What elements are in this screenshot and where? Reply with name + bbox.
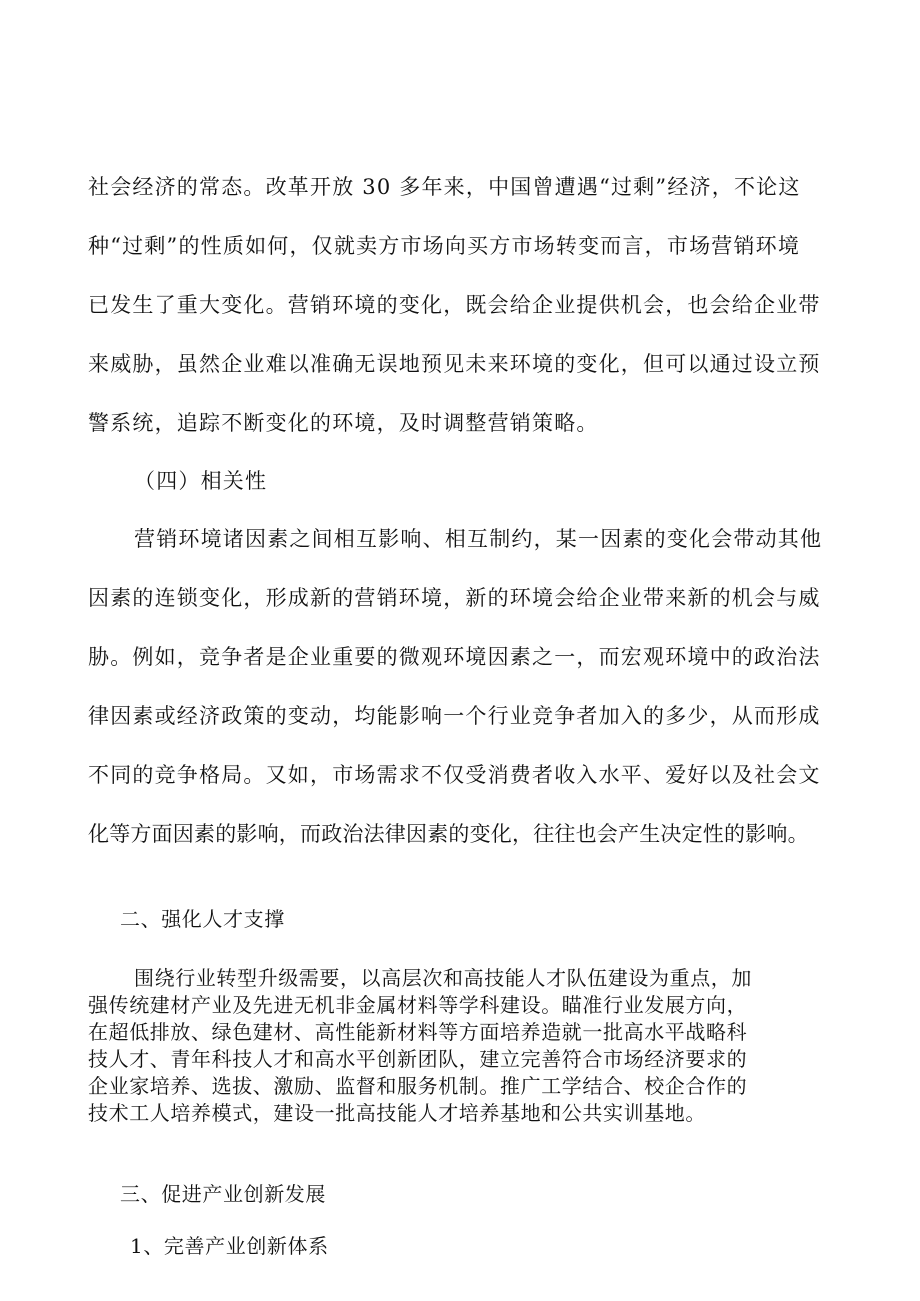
paragraph-line: 强传统建材产业及先进无机非金属材料等学科建设。瞄准行业发展方向，: [88, 993, 748, 1017]
paragraph-line: 技术工人培养模式，建设一批高技能人才培养基地和公共实训基地。: [88, 1101, 706, 1125]
paragraph-line: 化等方面因素的影响，而政治法律因素的变化，往往也会产生决定性的影响。: [88, 822, 809, 846]
paragraph-line: 在超低排放、绿色建材、高性能新材料等方面培养造就一批高水平战略科: [88, 1020, 748, 1044]
paragraph-line: 企业家培养、选拔、激励、监督和服务机制。推广工学结合、校企合作的: [88, 1074, 748, 1098]
paragraph-line: 胁。例如，竞争者是企业重要的微观环境因素之一，而宏观环境中的政治法: [88, 645, 821, 669]
paragraph-line: 营销环境诸因素之间相互影响、相互制约，某一因素的变化会带动其他: [134, 527, 823, 551]
subsection-heading: 1、完善产业创新体系: [130, 1234, 329, 1258]
paragraph-line: 不同的竞争格局。又如，市场需求不仅受消费者收入水平、爱好以及社会文: [88, 763, 821, 787]
section-heading: （四）相关性: [134, 469, 268, 493]
paragraph-line: 种“过剩”的性质如何，仅就卖方市场向买方市场转变而言，市场营销环境: [88, 234, 801, 258]
section-heading: 三、促进产业创新发展: [120, 1182, 326, 1206]
paragraph-line: 因素的连锁变化，形成新的营销环境，新的环境会给企业带来新的机会与威: [88, 586, 821, 610]
paragraph-line: 警系统，追踪不断变化的环境，及时调整营销策略。: [88, 411, 599, 435]
paragraph-line: 围绕行业转型升级需要，以高层次和高技能人才队伍建设为重点，加: [134, 966, 752, 990]
paragraph-line: 技人才、青年科技人才和高水平创新团队，建立完善符合市场经济要求的: [88, 1047, 748, 1071]
paragraph-line: 社会经济的常态。改革开放 30 多年来，中国曾遭遇“过剩”经济，不论这: [88, 175, 801, 199]
paragraph-line: 律因素或经济政策的变动，均能影响一个行业竞争者加入的多少，从而形成: [88, 704, 821, 728]
section-heading: 二、强化人才支撑: [120, 907, 285, 931]
paragraph-line: 来威胁，虽然企业难以准确无误地预见未来环境的变化，但可以通过设立预: [88, 352, 821, 376]
paragraph-line: 已发生了重大变化。营销环境的变化，既会给企业提供机会，也会给企业带: [88, 293, 821, 317]
